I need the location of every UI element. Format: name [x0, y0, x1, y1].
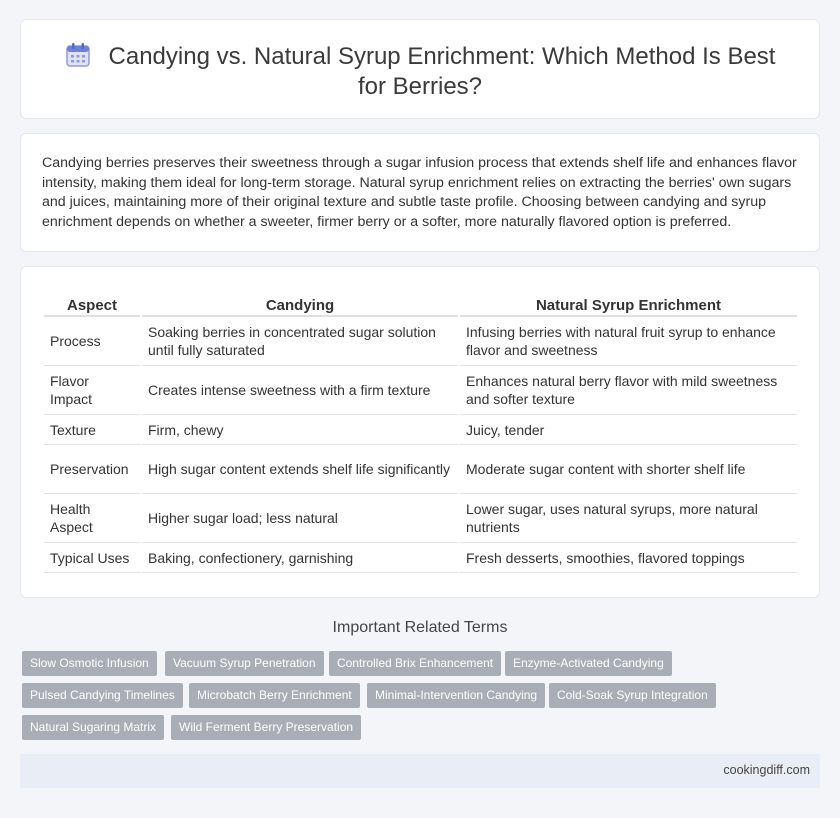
table-row	[44, 317, 797, 366]
table-cell: Preservation	[44, 445, 140, 494]
column-header: Candying	[142, 293, 458, 317]
intro-card	[20, 133, 820, 252]
table-cell: Creates intense sweetness with a firm texture	[142, 366, 458, 415]
table-header-row	[44, 293, 797, 317]
table-row	[44, 494, 797, 543]
header-card	[20, 19, 820, 119]
column-header: Aspect	[44, 293, 140, 317]
footer-site-link[interactable]: cookingdiff.com	[723, 763, 810, 777]
table-cell: High sugar content extends shelf life significantly	[142, 445, 458, 494]
column-header: Natural Syrup Enrichment	[460, 293, 797, 317]
table-cell: Higher sugar load; less natural	[142, 494, 458, 543]
table-cell: Fresh desserts, smoothies, flavored toppings	[460, 543, 797, 573]
table-cell: Soaking berries in concentrated sugar solution until fully saturated	[142, 317, 458, 366]
related-term-tag[interactable]: Pulsed Candying Timelines	[22, 683, 183, 708]
related-term-tag[interactable]: Vacuum Syrup Penetration	[165, 651, 324, 676]
table-cell: Texture	[44, 415, 140, 445]
table-cell: Moderate sugar content with shorter shelf life	[460, 445, 797, 494]
table-row	[44, 543, 797, 573]
related-term-tag[interactable]: Wild Ferment Berry Preservation	[171, 715, 361, 740]
related-term-tag[interactable]: Slow Osmotic Infusion	[22, 651, 157, 676]
table-row	[44, 415, 797, 445]
calendar-icon	[65, 42, 91, 68]
table-cell: Typical Uses	[44, 543, 140, 573]
page-title	[21, 42, 819, 102]
related-term-tag[interactable]: Minimal-Intervention Candying	[367, 683, 545, 708]
table-cell: Enhances natural berry flavor with mild sweetness and softer texture	[460, 366, 797, 415]
table-cell: Flavor Impact	[44, 366, 140, 415]
comparison-table	[42, 293, 799, 573]
table-row	[44, 445, 797, 494]
related-term-tag[interactable]: Microbatch Berry Enrichment	[189, 683, 360, 708]
table-cell: Juicy, tender	[460, 415, 797, 445]
table-cell: Baking, confectionery, garnishing	[142, 543, 458, 573]
related-term-tag[interactable]: Natural Sugaring Matrix	[22, 715, 164, 740]
footer	[20, 754, 820, 788]
related-term-tag[interactable]: Cold-Soak Syrup Integration	[549, 683, 716, 708]
related-term-tag[interactable]: Controlled Brix Enhancement	[329, 651, 501, 676]
table-cell: Firm, chewy	[142, 415, 458, 445]
related-term-tag[interactable]: Enzyme-Activated Candying	[505, 651, 672, 676]
comparison-card	[20, 266, 820, 598]
title-text: Candying vs. Natural Syrup Enrichment: Which Method Is Best for Berries?	[108, 43, 776, 100]
table-cell: Lower sugar, uses natural syrups, more natural nutrients	[460, 494, 797, 543]
table-cell: Health Aspect	[44, 494, 140, 543]
related-terms-title: Important Related Terms	[332, 619, 508, 636]
intro-text: Candying berries preserves their sweetness through a sugar infusion process that extends shelf life and enhances flavor intensity, making them ideal for long-term storage. Natural syrup enrichment relies on extracting the berries' own sugars and juices, maintaining more of their original texture and subtle taste profile. Choosing between candying and syrup enrichment depends on whether a sweeter, firmer berry or a softer, more naturally flavored option is preferred.	[42, 155, 797, 230]
table-cell: Process	[44, 317, 140, 366]
table-row	[44, 366, 797, 415]
table-cell: Infusing berries with natural fruit syrup to enhance flavor and sweetness	[460, 317, 797, 366]
